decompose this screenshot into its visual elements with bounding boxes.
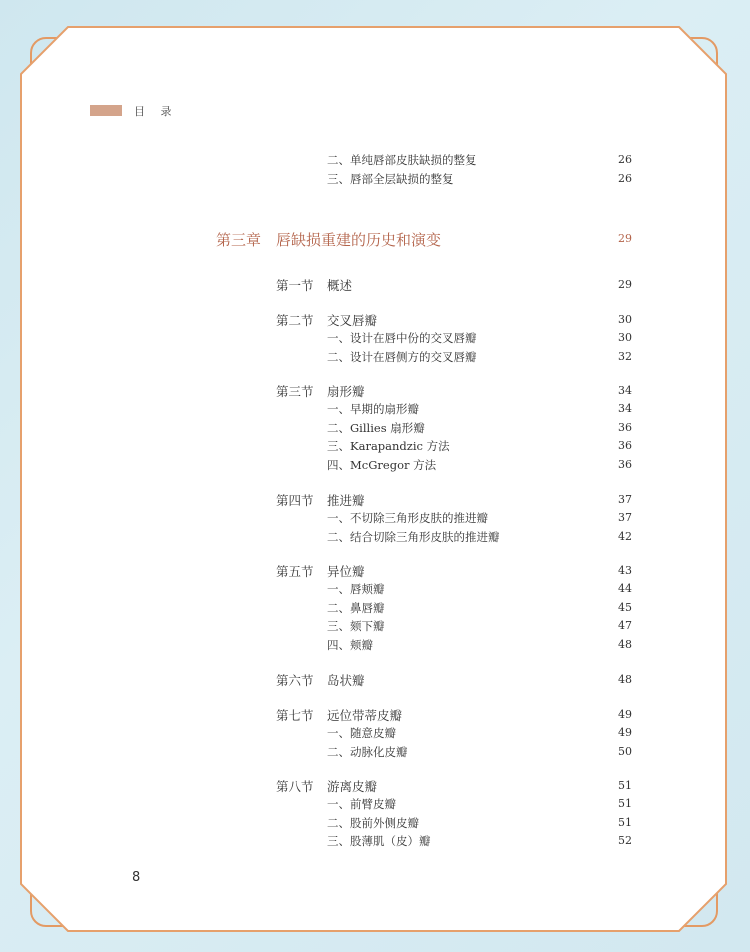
section-title: 交叉唇瓣: [327, 313, 378, 328]
section-number: 第一节: [276, 278, 314, 293]
toc-item: 三、Karapandzic 方法: [327, 439, 450, 453]
toc-item: 二、结合切除三角形皮肤的推进瓣: [327, 530, 500, 544]
toc-item: 二、设计在唇侧方的交叉唇瓣: [327, 350, 477, 364]
chapter-number: 第三章: [216, 231, 262, 249]
toc-item-page: 36: [618, 458, 632, 471]
toc-item: 一、早期的扇形瓣: [327, 402, 419, 416]
section-page: 49: [618, 708, 632, 721]
toc-item: 二、单纯唇部皮肤缺损的整复: [327, 153, 477, 167]
toc-item-page: 51: [618, 816, 632, 829]
toc-item: 二、鼻唇瓣: [327, 601, 385, 615]
section-page: 51: [618, 779, 632, 792]
toc-item: 一、随意皮瓣: [327, 726, 396, 740]
toc-item-page: 50: [618, 745, 632, 758]
toc-item-page: 52: [618, 834, 632, 847]
toc-item-page: 26: [618, 153, 632, 166]
toc-item: 三、颏下瓣: [327, 619, 385, 633]
section-number: 第三节: [276, 384, 314, 399]
section-page: 34: [618, 384, 632, 397]
section-page: 29: [618, 278, 632, 291]
toc-item-page: 36: [618, 421, 632, 434]
toc-item-page: 36: [618, 439, 632, 452]
section-number: 第八节: [276, 779, 314, 794]
section-title: 概述: [327, 278, 353, 293]
toc-item: 四、颊瓣: [327, 638, 373, 652]
section-title: 游离皮瓣: [327, 779, 378, 794]
toc-item-page: 30: [618, 331, 632, 344]
page-number: 8: [132, 870, 141, 885]
toc-item: 三、股薄肌（皮）瓣: [327, 834, 431, 848]
toc-item-page: 42: [618, 530, 632, 543]
section-page: 30: [618, 313, 632, 326]
toc-item: 四、McGregor 方法: [327, 458, 437, 472]
toc-item-page: 49: [618, 726, 632, 739]
section-page: 43: [618, 564, 632, 577]
section-number: 第二节: [276, 313, 314, 328]
toc-item-page: 45: [618, 601, 632, 614]
toc-item: 二、股前外侧皮瓣: [327, 816, 419, 830]
toc-item-page: 26: [618, 172, 632, 185]
section-title: 扇形瓣: [327, 384, 365, 399]
section-page: 37: [618, 493, 632, 506]
section-number: 第七节: [276, 708, 314, 723]
header-bar: [90, 105, 122, 116]
chapter-title: 唇缺损重建的历史和演变: [276, 231, 442, 249]
toc-item: 二、动脉化皮瓣: [327, 745, 408, 759]
section-title: 远位带蒂皮瓣: [327, 708, 403, 723]
section-page: 48: [618, 673, 632, 686]
section-title: 岛状瓣: [327, 673, 365, 688]
toc-item-page: 37: [618, 511, 632, 524]
toc-item: 三、唇部全层缺损的整复: [327, 172, 454, 186]
toc-item-page: 32: [618, 350, 632, 363]
toc-item-page: 48: [618, 638, 632, 651]
toc-item-page: 44: [618, 582, 632, 595]
toc-item: 一、不切除三角形皮肤的推进瓣: [327, 511, 488, 525]
chapter-page: 29: [618, 232, 632, 245]
section-number: 第四节: [276, 493, 314, 508]
toc-header: 目 录: [134, 105, 178, 118]
toc-item: 一、唇颊瓣: [327, 582, 385, 596]
toc-item-page: 34: [618, 402, 632, 415]
toc-item-page: 51: [618, 797, 632, 810]
section-number: 第五节: [276, 564, 314, 579]
toc-item: 一、设计在唇中份的交叉唇瓣: [327, 331, 477, 345]
section-title: 异位瓣: [327, 564, 365, 579]
section-number: 第六节: [276, 673, 314, 688]
section-title: 推进瓣: [327, 493, 365, 508]
toc-item: 二、Gillies 扇形瓣: [327, 421, 425, 435]
toc-item: 一、前臂皮瓣: [327, 797, 396, 811]
toc-item-page: 47: [618, 619, 632, 632]
